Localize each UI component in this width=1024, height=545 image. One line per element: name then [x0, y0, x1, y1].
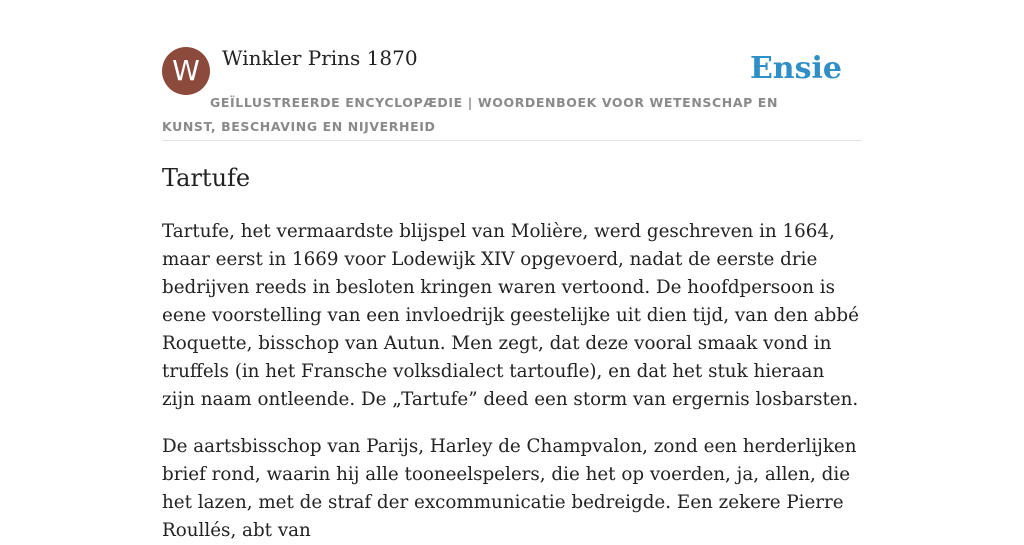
article-paragraph-1: Tartufe, het vermaardste blijspel van Molière, werd geschreven in 1664, maar eerst in 1669 voor Lodewijk XIV opgevoerd, nadat de eerste drie bedrijven reeds in besloten kringen waren vertoond. De hoofdpersoon is eene voorstelling van een invloedrijk geestelijke uit dien tijd, van den abbé Roquette, bisschop van Autun. Men zegt, dat deze vooral smaak vond in truffels (in het Fransche volksdialect tartoufle), en dat het stuk hieraan zijn naam ontleende. De „Tartufe” deed een storm van ergernis losbarsten. [162, 221, 859, 410]
article-title: Tartufe [162, 164, 251, 192]
article [162, 160, 862, 545]
source-title[interactable]: Winkler Prins 1870 [222, 46, 418, 70]
source-header [162, 40, 862, 141]
source-subtitle: GEÏLLUSTREERDE ENCYCLOPÆDIE | WOORDENBOEK VOOR WETENSCHAP EN KUNST, BESCHAVING EN NIJVERHEID [162, 95, 779, 134]
article-paragraph-2: De aartsbisschop van Parijs, Harley de Champvalon, zond een herderlijken brief rond, waarin hij alle tooneelspelers, die het op voerden, ja, allen, die het lazen, met de straf der excommunicatie bedreigde. Een zekere Pierre Roullés, abt van [162, 436, 857, 541]
ensie-logo-link[interactable]: Ensie [749, 51, 842, 86]
source-avatar[interactable]: W [162, 47, 210, 95]
